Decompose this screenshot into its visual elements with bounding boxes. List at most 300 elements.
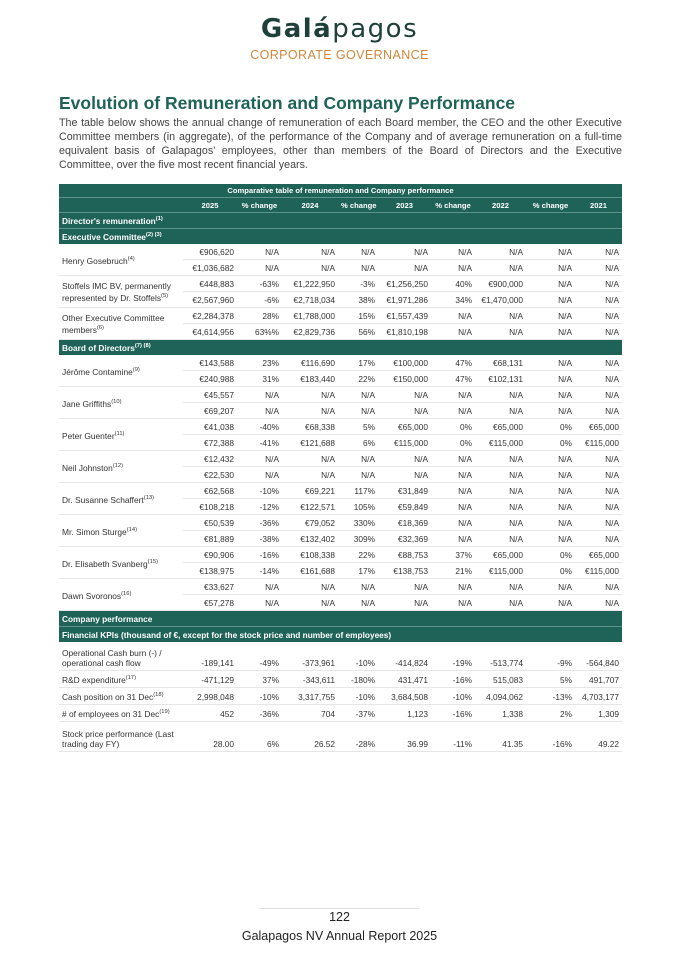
table-cell: N/A <box>575 387 622 403</box>
table-cell: 452 <box>183 704 237 721</box>
table-cell: -16% <box>526 721 575 751</box>
table-cell: -38% <box>237 531 282 547</box>
table-cell: 47% <box>431 355 475 371</box>
table-cell: N/A <box>575 308 622 324</box>
table-cell: N/A <box>575 579 622 595</box>
table-cell: N/A <box>526 260 575 276</box>
table-cell: €32,369 <box>378 531 431 547</box>
intro-paragraph: The table below shows the annual change of remuneration of each Board member, the CEO and the other Executive Committee members (in aggregate), of the performance of the Company and of average remuneration on a full-time equivalent basis of Galapagos’ employees, other than members of the Board of Directors and the Executive Committee, over the five most recent financial years. <box>59 117 622 171</box>
table-cell: N/A <box>338 260 378 276</box>
section-label: Director's remuneration <box>62 215 156 226</box>
table-cell: N/A <box>431 387 475 403</box>
table-cell: N/A <box>575 595 622 611</box>
footnote-marker: (9) <box>132 366 140 373</box>
table-cell: N/A <box>237 579 282 595</box>
table-cell: 431,471 <box>378 670 431 687</box>
table-cell: N/A <box>526 515 575 531</box>
table-cell: N/A <box>338 387 378 403</box>
table-cell: N/A <box>526 531 575 547</box>
table-cell: €41,038 <box>183 419 237 435</box>
table-cell: €1,256,250 <box>378 276 431 292</box>
footnote-marker: (13) <box>143 494 155 501</box>
table-cell: -414,824 <box>378 642 431 670</box>
row-label <box>59 515 183 547</box>
table-cell: 4,094,062 <box>475 687 526 704</box>
table-cell: N/A <box>526 595 575 611</box>
table-cell: N/A <box>237 387 282 403</box>
footnote-marker: (15) <box>147 558 158 565</box>
kpi-row <box>59 670 622 687</box>
table-cell: N/A <box>431 483 475 499</box>
table-cell: €143,588 <box>183 355 237 371</box>
footnote-marker: (5) <box>161 292 169 299</box>
table-cell: €79,052 <box>282 515 338 531</box>
table-cell: N/A <box>338 467 378 483</box>
table-cell: N/A <box>338 579 378 595</box>
table-cell: N/A <box>526 308 575 324</box>
table-cell: N/A <box>282 579 338 595</box>
table-cell: N/A <box>526 276 575 292</box>
table-cell: €122,571 <box>282 499 338 515</box>
table-cell: N/A <box>526 387 575 403</box>
row-label <box>59 547 183 579</box>
page-number: 122 <box>329 910 350 924</box>
table-cell: N/A <box>475 403 526 419</box>
table-cell: -40% <box>237 419 282 435</box>
table-cell: €1,470,000 <box>475 292 526 308</box>
table-cell: €22,530 <box>183 467 237 483</box>
table-cell: 1,123 <box>378 704 431 721</box>
table-cell: 63%% <box>237 324 282 340</box>
table-cell: -10% <box>338 642 378 670</box>
section-header-row <box>59 229 622 245</box>
column-header: 2024 <box>282 198 338 213</box>
company-logo <box>0 14 679 62</box>
table-cell: €88,753 <box>378 547 431 563</box>
footnote-marker: (4) <box>127 255 135 262</box>
table-cell: 21% <box>431 563 475 579</box>
table-cell: €132,402 <box>282 531 338 547</box>
table-cell: -3% <box>338 276 378 292</box>
kpi-label <box>59 642 183 670</box>
table-cell: 0% <box>526 419 575 435</box>
table-cell: €2,284,378 <box>183 308 237 324</box>
table-cell: €2,829,736 <box>282 324 338 340</box>
table-cell: €2,718,034 <box>282 292 338 308</box>
row-label <box>59 276 183 308</box>
table-cell: N/A <box>526 579 575 595</box>
row-label <box>59 387 183 419</box>
table-cell: N/A <box>378 244 431 260</box>
table-cell: N/A <box>575 483 622 499</box>
table-cell: N/A <box>282 467 338 483</box>
table-cell: 515,083 <box>475 670 526 687</box>
table-cell: N/A <box>378 579 431 595</box>
footnote-marker: (12) <box>112 462 124 469</box>
table-cell: 3,684,508 <box>378 687 431 704</box>
table-cell: -180% <box>338 670 378 687</box>
table-cell: N/A <box>526 467 575 483</box>
section-header-row <box>59 627 622 643</box>
section-label: Executive Committee <box>62 231 146 242</box>
table-cell: N/A <box>237 403 282 419</box>
person-name: Dr. Susanne Schaffert <box>62 494 144 505</box>
table-cell: €72,388 <box>183 435 237 451</box>
table-cell: N/A <box>475 499 526 515</box>
table-cell: €1,036,682 <box>183 260 237 276</box>
table-cell: €900,000 <box>475 276 526 292</box>
table-cell: N/A <box>475 515 526 531</box>
table-cell: €183,440 <box>282 371 338 387</box>
table-row <box>59 387 622 403</box>
table-cell: 28% <box>237 308 282 324</box>
table-row <box>59 451 622 467</box>
column-header: % change <box>431 198 475 213</box>
table-cell: 15% <box>338 308 378 324</box>
table-cell: N/A <box>338 595 378 611</box>
table-cell: N/A <box>575 451 622 467</box>
table-cell: 56% <box>338 324 378 340</box>
table-cell: €31,849 <box>378 483 431 499</box>
table-cell: €108,218 <box>183 499 237 515</box>
table-cell: €102,131 <box>475 371 526 387</box>
table-cell: -13% <box>526 687 575 704</box>
kpi-name: # of employees on 31 Dec <box>62 708 160 719</box>
footnote-marker: (19) <box>159 708 170 715</box>
table-cell: N/A <box>431 531 475 547</box>
table-cell: 26.52 <box>282 721 338 751</box>
page-title: Evolution of Remuneration and Company Performance <box>59 93 516 113</box>
table-cell: 47% <box>431 371 475 387</box>
table-cell: N/A <box>475 451 526 467</box>
table-cell: N/A <box>338 451 378 467</box>
table-cell: N/A <box>475 483 526 499</box>
table-cell: N/A <box>338 244 378 260</box>
table-cell: 117% <box>338 483 378 499</box>
table-cell: -6% <box>237 292 282 308</box>
person-name: Neil Johnston <box>62 462 113 473</box>
table-cell: €69,207 <box>183 403 237 419</box>
footnote-marker: (1) <box>155 215 163 222</box>
table-cell: N/A <box>475 387 526 403</box>
table-cell: N/A <box>431 308 475 324</box>
footnote-marker: (7) (8) <box>134 342 151 349</box>
table-row <box>59 515 622 531</box>
table-cell: €65,000 <box>475 419 526 435</box>
table-row <box>59 483 622 499</box>
column-header: 2025 <box>183 198 237 213</box>
row-label <box>59 451 183 483</box>
table-cell: -10% <box>338 687 378 704</box>
table-cell: N/A <box>431 515 475 531</box>
person-name: Peter Guenter <box>62 430 115 441</box>
table-cell: N/A <box>282 595 338 611</box>
table-cell: 28.00 <box>183 721 237 751</box>
table-cell: -12% <box>237 499 282 515</box>
table-cell: €62,568 <box>183 483 237 499</box>
table-cell: €50,539 <box>183 515 237 531</box>
table-cell: €65,000 <box>575 419 622 435</box>
table-cell: -343,611 <box>282 670 338 687</box>
table-row <box>59 579 622 595</box>
table-cell: N/A <box>575 355 622 371</box>
table-cell: N/A <box>237 595 282 611</box>
kpi-name: R&D expenditure <box>62 674 126 685</box>
table-cell: 34% <box>431 292 475 308</box>
table-cell: €161,688 <box>282 563 338 579</box>
table-cell: 49.22 <box>575 721 622 751</box>
table-cell: 1,309 <box>575 704 622 721</box>
table-cell: N/A <box>575 371 622 387</box>
table-cell: 6% <box>338 435 378 451</box>
footnote-marker: (6) <box>96 324 104 331</box>
footnote-marker: (17) <box>125 674 137 681</box>
table-cell: €81,889 <box>183 531 237 547</box>
table-cell: -36% <box>237 515 282 531</box>
column-header: 2023 <box>378 198 431 213</box>
section-label: Financial KPIs (thousand of €, except for the stock price and number of employees) <box>62 629 392 640</box>
table-cell: N/A <box>338 403 378 419</box>
row-label <box>59 355 183 387</box>
kpi-name: Operational Cash burn (-) / operational cash flow <box>62 647 162 668</box>
table-cell: 0% <box>526 547 575 563</box>
table-cell: €115,000 <box>475 435 526 451</box>
section-header-row <box>59 213 622 229</box>
table-cell: 0% <box>526 435 575 451</box>
kpi-row <box>59 721 622 751</box>
footer-text: Galapagos NV Annual Report 2025 <box>241 929 438 943</box>
table-cell: 2% <box>526 704 575 721</box>
table-cell: €65,000 <box>475 547 526 563</box>
table-cell: 0% <box>431 419 475 435</box>
table-cell: 330% <box>338 515 378 531</box>
table-cell: N/A <box>378 595 431 611</box>
kpi-row <box>59 704 622 721</box>
table-cell: -513,774 <box>475 642 526 670</box>
footnote-marker: (18) <box>153 691 164 698</box>
table-cell: 40% <box>431 276 475 292</box>
table-cell: N/A <box>282 244 338 260</box>
table-cell: N/A <box>237 244 282 260</box>
kpi-label <box>59 721 183 751</box>
table-cell: €115,000 <box>475 563 526 579</box>
table-cell: €57,278 <box>183 595 237 611</box>
table-cell: N/A <box>282 451 338 467</box>
table-cell: €90,906 <box>183 547 237 563</box>
table-cell: N/A <box>237 467 282 483</box>
table-cell: N/A <box>575 244 622 260</box>
table-cell: N/A <box>575 276 622 292</box>
section-label: Company performance <box>62 613 153 624</box>
table-cell: -373,961 <box>282 642 338 670</box>
table-cell: 23% <box>237 355 282 371</box>
table-cell: N/A <box>431 499 475 515</box>
table-cell: -49% <box>237 642 282 670</box>
table-cell: N/A <box>475 531 526 547</box>
page-number-rule <box>259 908 420 909</box>
table-cell: N/A <box>431 579 475 595</box>
table-cell: -9% <box>526 642 575 670</box>
footnote-marker: (16) <box>121 590 132 597</box>
table-cell: -10% <box>237 687 282 704</box>
table-cell: N/A <box>378 387 431 403</box>
section-label: Board of Directors <box>62 342 135 353</box>
table-cell: €68,131 <box>475 355 526 371</box>
table-cell: N/A <box>431 324 475 340</box>
column-header: % change <box>338 198 378 213</box>
table-cell: -37% <box>338 704 378 721</box>
table-cell: 31% <box>237 371 282 387</box>
table-cell: €100,000 <box>378 355 431 371</box>
table-cell: N/A <box>282 387 338 403</box>
table-cell: €906,620 <box>183 244 237 260</box>
table-cell: N/A <box>575 531 622 547</box>
row-label <box>59 579 183 611</box>
table-row <box>59 276 622 292</box>
section-header <box>59 229 622 245</box>
table-cell: -28% <box>338 721 378 751</box>
kpi-name: Stock price performance (Last trading day FY) <box>62 728 174 749</box>
person-name: Stoffels IMC BV, permanently represented by Dr. Stoffels <box>62 280 171 303</box>
table-cell: N/A <box>378 260 431 276</box>
table-cell: €138,975 <box>183 563 237 579</box>
table-cell: €18,369 <box>378 515 431 531</box>
person-name: Dawn Svoronos <box>62 590 122 601</box>
table-cell: €1,557,439 <box>378 308 431 324</box>
person-name: Dr. Elisabeth Svanberg <box>62 558 148 569</box>
table-cell: N/A <box>431 260 475 276</box>
row-label <box>59 244 183 276</box>
table-cell: €68,338 <box>282 419 338 435</box>
table-cell: €12,432 <box>183 451 237 467</box>
table-cell: €1,788,000 <box>282 308 338 324</box>
table-cell: N/A <box>575 515 622 531</box>
table-cell: €1,971,286 <box>378 292 431 308</box>
table-cell: 22% <box>338 547 378 563</box>
table-cell: N/A <box>575 292 622 308</box>
table-cell: €65,000 <box>378 419 431 435</box>
table-cell: N/A <box>526 403 575 419</box>
table-cell: 309% <box>338 531 378 547</box>
table-cell: N/A <box>526 324 575 340</box>
footnote-marker: (2) (3) <box>145 231 162 238</box>
table-cell: N/A <box>282 403 338 419</box>
section-header <box>59 627 622 643</box>
section-header-row <box>59 340 622 356</box>
table-cell: €1,810,198 <box>378 324 431 340</box>
kpi-label <box>59 670 183 687</box>
kpi-label <box>59 687 183 704</box>
table-cell: 36.99 <box>378 721 431 751</box>
section-header-row <box>59 611 622 627</box>
table-cell: €240,988 <box>183 371 237 387</box>
table-cell: €121,688 <box>282 435 338 451</box>
table-cell: 41.35 <box>475 721 526 751</box>
table-cell: N/A <box>475 595 526 611</box>
table-cell: €448,883 <box>183 276 237 292</box>
table-cell: N/A <box>378 451 431 467</box>
table-cell: N/A <box>431 244 475 260</box>
table-cell: 5% <box>526 670 575 687</box>
table-header-row <box>59 198 622 213</box>
table-cell: €69,221 <box>282 483 338 499</box>
table-cell: N/A <box>431 595 475 611</box>
table-cell: -16% <box>431 670 475 687</box>
table-cell: €115,000 <box>575 563 622 579</box>
logo-wordmark: Galápagos <box>260 14 419 44</box>
table-cell: N/A <box>475 260 526 276</box>
table-cell: 37% <box>431 547 475 563</box>
remuneration-table <box>59 184 622 752</box>
table-cell: N/A <box>475 308 526 324</box>
table-cell: N/A <box>378 467 431 483</box>
table-cell: 17% <box>338 355 378 371</box>
table-cell: -41% <box>237 435 282 451</box>
table-cell: €2,567,960 <box>183 292 237 308</box>
table-cell: €116,690 <box>282 355 338 371</box>
table-cell: 105% <box>338 499 378 515</box>
table-cell: €115,000 <box>378 435 431 451</box>
footnote-marker: (11) <box>114 430 125 437</box>
footnote-marker: (10) <box>111 398 122 405</box>
table-cell: €150,000 <box>378 371 431 387</box>
table-cell: N/A <box>526 355 575 371</box>
table-cell: N/A <box>237 451 282 467</box>
table-cell: €4,614,956 <box>183 324 237 340</box>
table-caption: Comparative table of remuneration and Company performance <box>59 184 622 198</box>
section-header <box>59 340 622 356</box>
person-name: Other Executive Committee members <box>62 312 165 335</box>
table-cell: 5% <box>338 419 378 435</box>
table-cell: -10% <box>431 687 475 704</box>
table-cell: -10% <box>237 483 282 499</box>
table-cell: N/A <box>526 371 575 387</box>
table-cell: N/A <box>475 579 526 595</box>
table-row <box>59 547 622 563</box>
table-cell: N/A <box>575 499 622 515</box>
table-row <box>59 355 622 371</box>
table-cell: 37% <box>237 670 282 687</box>
table-cell: N/A <box>431 403 475 419</box>
table-cell: 1,338 <box>475 704 526 721</box>
person-name: Henry Gosebruch <box>62 255 128 266</box>
table-cell: €45,557 <box>183 387 237 403</box>
column-header: 2022 <box>475 198 526 213</box>
table-cell: N/A <box>282 260 338 276</box>
table-cell: N/A <box>237 260 282 276</box>
kpi-row <box>59 687 622 704</box>
table-cell: €1,222,950 <box>282 276 338 292</box>
table-cell: N/A <box>475 467 526 483</box>
table-cell: -36% <box>237 704 282 721</box>
footnote-marker: (14) <box>126 526 138 533</box>
table-cell: N/A <box>526 292 575 308</box>
table-cell: N/A <box>475 244 526 260</box>
column-header: % change <box>237 198 282 213</box>
kpi-row <box>59 642 622 670</box>
table-cell: -189,141 <box>183 642 237 670</box>
table-cell: €65,000 <box>575 547 622 563</box>
table-cell: -11% <box>431 721 475 751</box>
table-cell: 17% <box>338 563 378 579</box>
table-cell: 38% <box>338 292 378 308</box>
header-blank <box>59 198 183 213</box>
table-row <box>59 308 622 324</box>
section-label: CORPORATE GOVERNANCE <box>250 48 429 62</box>
table-cell: N/A <box>575 260 622 276</box>
table-cell: 3,317,755 <box>282 687 338 704</box>
person-name: Mr. Simon Sturge <box>62 526 127 537</box>
